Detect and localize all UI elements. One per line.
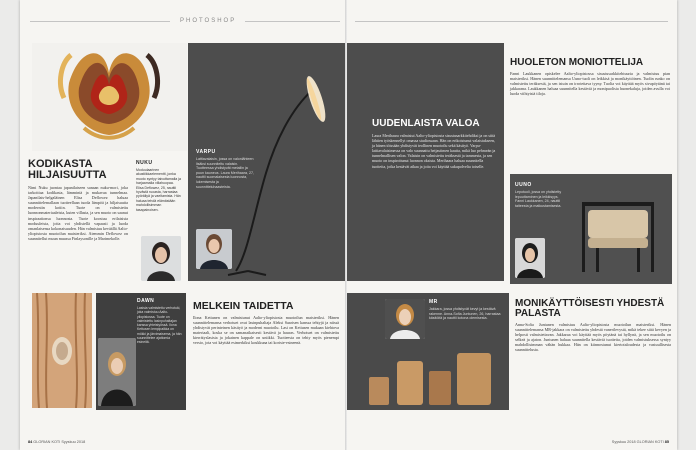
elisa-portrait-image xyxy=(141,236,181,281)
section-rule-right-page xyxy=(355,21,668,22)
nuku-heading: KODIKASTA HILJAISUUTTA xyxy=(28,158,107,181)
section-rule-right xyxy=(245,21,340,22)
fanni-portrait-image xyxy=(515,238,545,278)
right-page-number: 85 xyxy=(664,440,669,444)
mr-panel xyxy=(347,293,509,410)
melkein-body: Ilona Kettunen on valmistunut Aalto-yliopistosta muotoilun maisteriksi. Hänen suunnittelemansa verhotuet ovat lasinpuhaltaja Aleksi Saarisen kanssa tehtyjä ja niissä yhdistyvät perinteinen käsityö ja moderni muotoilu. Lasi on Kettusen mukaan kiehtova materiaali, koska se on samanaikaisesti kestävä ja hauras. Verhotuet on valmistettu kierrätyslasista ja jokainen kappale on uniikki. Tuotteesta on tehty myös pienempi versio, jota voi käyttää esimerkiksi koukkuna tai koriste-esineenä. xyxy=(193,314,339,345)
right-footer-text: Syyskuu 2018 GLORIAN KOTI xyxy=(611,440,664,444)
mr-caption-block xyxy=(429,299,505,321)
left-page-number: 84 xyxy=(28,440,33,444)
uuno-panel xyxy=(510,174,672,284)
mr-stools-image xyxy=(369,343,499,407)
nuku-body: Nimi Nuku juontaa japanilaiseen sanaan nuku-mori, joka tarkoittaa kodikasta, lämmintä ja mukavaa tunnelmaa. Japanilais-helgaläinen Elisa Deflowez haluaa suunnittelemallaan tuotteellaan tuoda lämpöä ja hiljaisuutta moderniin kotiin. Tuote on valmistettu luonnonmateriaaleista, kuten villasta, ja sen muoto on saanut inspiraationsa luonnosta. Tuote koostuu erilaisista moduuleista, joita voi yhdistellä vapaasti ja luoda omanlaisensa kokonaisuuden. Hän valmistuu keväällä Aalto-yliopistosta muotoilun maisteriksi. Aiemmin Deflowez on suunnitellut muun muassa Finlaysonille ja Marimekolle. xyxy=(28,185,128,241)
right-footer xyxy=(612,440,669,444)
uuno-caption-title: UUNO xyxy=(515,182,532,188)
right-page xyxy=(347,0,677,450)
section-tag: PHOTOSHOP xyxy=(180,18,237,24)
left-footer-text: GLORIAN KOTI Syyskuu 2018 xyxy=(33,440,86,444)
nuku-photo xyxy=(32,43,187,151)
anna-sofia-portrait xyxy=(385,299,425,339)
laura-portrait-image xyxy=(196,229,232,269)
uuno-caption: Lepotuoli, jossa on yhdistetty lepuuttaminen ja leikkisyys. Fanni Laukkanen, 24, nauttii taiteesta ja matkustamisesta. xyxy=(515,190,562,208)
huoleton-heading: HUOLETON MONIOTTELIJA xyxy=(510,57,644,68)
nuku-sculpture-image xyxy=(32,43,187,151)
varpu-caption-block xyxy=(196,149,254,189)
anna-sofia-portrait-image xyxy=(385,299,425,339)
nuku-article xyxy=(28,159,128,241)
dawn-caption-title: DAWN xyxy=(137,298,155,304)
dawn-caption: Lasisia valmistettu verhotuki, joka valmistuu Aalto-yliopistossa. Tuote on valmistettu lasinpuhaltajan kanssa yhteistyössä. Ilona Kettusen lempipaikka on mökki ja järvimaisema, ja hän suunnittelee ajattomia esineitä. xyxy=(137,306,182,345)
left-page xyxy=(20,0,345,450)
huoleton-body: Fanni Laukkanen opiskelee Aalto-yliopistossa sisustusarkkitehtuuria ja valmistuu pian maisteriksi. Hänen suunnittelemansa Uuno-tuoli on leikkisä ja monikäyttöinen. Tuolin runko on valmistettu teräksestä, ja sen istuin on irrotettava tyyny. Tuolia voi käyttää myös sivupöytänä tai jakkarana. Laukkanen haluaa suunnitella kestäviä ja monipuolisia huonekaluja, joiden avulla voi luoda viihtyisiä tiloja. xyxy=(510,71,670,97)
varpu-caption-title: VARPU xyxy=(196,149,216,155)
dawn-curtain-image xyxy=(32,293,92,408)
valoa-panel xyxy=(347,43,504,281)
valoa-article xyxy=(372,119,497,169)
section-rule-left xyxy=(30,21,170,22)
elisa-portrait xyxy=(141,236,181,281)
ilona-portrait-image xyxy=(98,338,136,406)
huoleton-article xyxy=(510,58,670,96)
monikayttoisesti-heading: MONIKÄYTTÖISESTI YHDESTÄ PALASTA xyxy=(515,298,665,319)
monikayttoisesti-article xyxy=(515,299,671,353)
dawn-photo xyxy=(32,293,92,408)
fanni-portrait xyxy=(515,238,545,278)
nuku-caption-block xyxy=(136,160,181,212)
mr-caption: Jakkara, jossa yhdistyvät kevyt ja kestävä rakenne. Anna-Sofia Juntunen, 26, harrastaa käsitöitä ja nauttii kotona olemisesta. xyxy=(429,307,501,321)
melkein-article xyxy=(193,301,339,345)
valoa-heading: UUDENLAISTA VALOA xyxy=(372,118,480,129)
varpu-caption: Lattiavalaisin, jossa on valonlähteen lisäksi suunniteltu valaisin. Tuotteessa yhdistyvät metallin ja puun kauneus. Laura Merihaara, 27, nauttii suomalaisesta luonnosta, lukemisesta ja suunnitteluhaasteista. xyxy=(196,157,254,189)
monikayttoisesti-body: Anna-Sofia Juntunen valmistuu Aalto-yliopistosta muotoilun maisteriksi. Hänen suunnittelemansa MR-jakkara on valmistettu yhdestä vanerilevystä, mikä tekee siitä kevyen ja helposti valmistettavan. Jakkaraa voi käyttää myös pöytänä tai hyllynä, ja sen muotoilu on selkeä ja ajaton. Juntunen haluaa suunnitella kestäviä tuotteita, joiden valmistuksessa syntyy mahdollisimman vähän hukkaa. Hän on kiinnostunut kiertotaloudesta ja vastuullisesta suunnittelusta. xyxy=(515,322,671,353)
mr-caption-title: MR xyxy=(429,299,438,305)
varpu-panel xyxy=(188,43,345,281)
uuno-caption-block xyxy=(515,182,567,208)
left-footer xyxy=(28,440,85,444)
melkein-heading: MELKEIN TAIDETTA xyxy=(193,300,294,312)
ilona-portrait xyxy=(98,338,136,406)
uuno-chair-image xyxy=(570,180,670,280)
nuku-caption: Moduulaarinen akustiikkaelementti, jonka muoto syntyy taivuttamalla ja harjaamalla villahuopaa. Elisa Deflowez, 25, nauttii hyvästä ruoasta, harrastaa pyöräilyä ja vaeltamista. Hän haluaa tehdä elämästään mahdollisimman tasapainoisen. xyxy=(136,168,181,212)
dawn-caption-wrapper xyxy=(137,298,182,345)
nuku-caption-title: NUKU xyxy=(136,160,153,166)
valoa-body: Laura Merihaara valmistui Aalto-yliopistosta sisustusarkkitehdiksi ja on siitä lähtien työskennellyt omassa studiossaan. Hän on erikoistunut valaistukseen, ja hänen töissään yhdistyvät teollinen muotoilu sekä käsityö. Varpu-lattiavalaisimessa on valo suunnattu heijastimen kautta, mikä luo pehmeän ja tunnelmallisen valon. Valaisin on valmistettu teräksestä ja tammesta, ja sen muoto on inspiroitunut luonnon oksista. Merihaara haluaa suunnitella tuotteita, jotka kestävät aikaa ja joita voi käyttää sukupolvelta toiselle. xyxy=(372,133,496,169)
laura-portrait xyxy=(196,229,232,269)
